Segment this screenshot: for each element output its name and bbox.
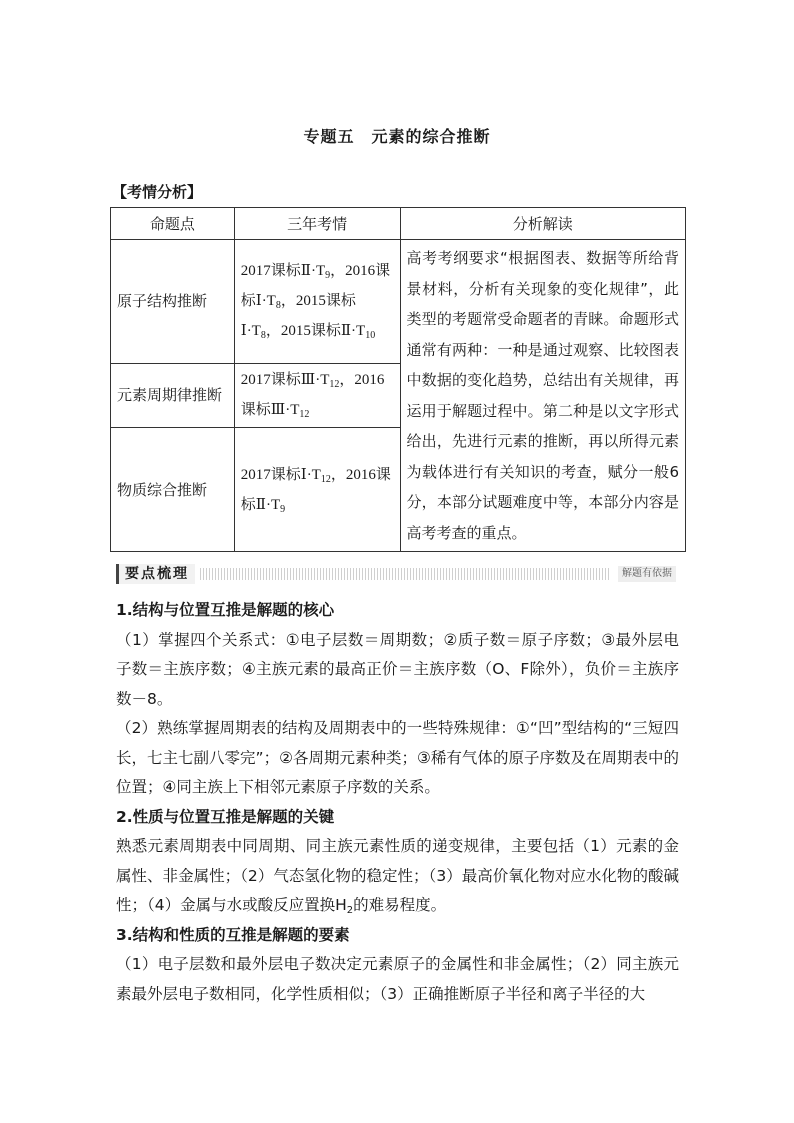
section-heading-2: 2.性质与位置互推是解题的关键 [116, 807, 335, 826]
banner-label: 要点梳理 [116, 564, 195, 584]
banner-hatch-divider [200, 568, 610, 580]
paragraph-3: 熟悉元素周期表中同周期、同主族元素性质的递变规律，主要包括（1）元素的金属性、非金属性；（2）气态氢化物的稳定性；（3）最高价氧化物对应水化物的酸碱性；（4）金属与水或酸反应置换$H_2$的难易程度。 [116, 837, 679, 916]
section-heading-3: 3.结构和性质的互推是解题的要素 [116, 925, 350, 944]
topic-cell: 物质综合推断 [111, 428, 235, 552]
topic-cell: 原子结构推断 [111, 240, 235, 364]
exam-analysis-table [110, 207, 686, 552]
years-cell: 2017课标$Ⅲ\cdot T_{12}$，2016课标$Ⅲ\cdot T_{12}$ [234, 363, 400, 427]
key-points-content [116, 596, 679, 1009]
table-row [111, 240, 686, 364]
header-analysis: 分析解读 [400, 208, 685, 240]
page-title: 专题五 元素的综合推断 [303, 127, 491, 146]
section-label: 【考情分析】 [112, 183, 203, 201]
analysis-cell: 高考考纲要求“根据图表、数据等所给背景材料，分析有关现象的变化规律”，此类型的考题常受命题者的青睐。命题形式通常有两种：一种是通过观察、比较图表中数据的变化趋势，总结出有关规律，再运用于解题过程中。第二种是以文字形式给出，先进行元素的推断，再以所得元素为载体进行有关知识的考查，赋分一般6分，本部分试题难度中等，本部分内容是高考考查的重点。 [400, 240, 685, 552]
years-cell: 2017课标$Ⅰ\cdot T_{12}$，2016课标$Ⅱ\cdot T_9$ [234, 428, 400, 552]
section-heading-1: 1.结构与位置互推是解题的核心 [116, 601, 335, 619]
key-points-banner [116, 564, 676, 584]
years-cell: 2017课标$Ⅱ\cdot T_9$，2016课标$Ⅰ\cdot T_8$，2015课标$Ⅰ\cdot T_8$，2015课标$Ⅱ\cdot T_{10}$ [234, 240, 400, 364]
header-years: 三年考情 [234, 208, 400, 240]
topic-cell: 元素周期律推断 [111, 363, 235, 427]
paragraph-1: （1）掌握四个关系式：①电子层数＝周期数；②质子数＝原子序数；③最外层电子数＝主族序数；④主族元素的最高正价＝主族序数（O、F除外），负价＝主族序数－8。 [116, 630, 679, 708]
banner-right-label: 解题有依据 [618, 566, 676, 582]
header-topic: 命题点 [111, 208, 235, 240]
table-header-row [111, 208, 686, 240]
paragraph-2: （2）熟练掌握周期表的结构及周期表中的一些特殊规律：①“凹”型结构的“三短四长，七主七副八零完”；②各周期元素种类；③稀有气体的原子序数及在周期表中的位置；④同主族上下相邻元素原子序数的关系。 [116, 719, 679, 796]
paragraph-4: （1）电子层数和最外层电子数决定元素原子的金属性和非金属性；（2）同主族元素最外层电子数相同，化学性质相似；（3）正确推断原子半径和离子半径的大 [116, 955, 679, 1003]
